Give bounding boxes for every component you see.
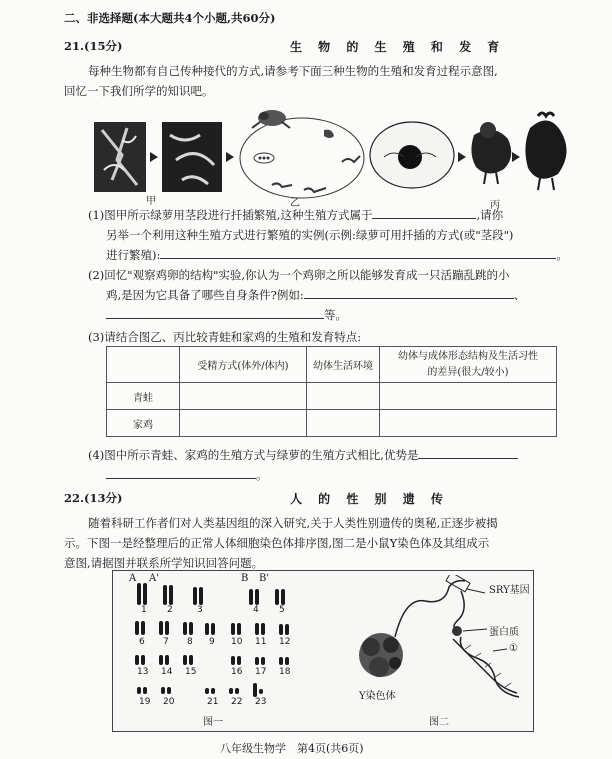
chromosome-number: 6 [139, 637, 145, 647]
answer-cell[interactable] [307, 410, 380, 437]
chromosome-number: 9 [209, 637, 215, 647]
frog-chicken-table [106, 346, 557, 437]
answer-cell[interactable] [380, 383, 557, 410]
chromosome-number: 12 [279, 637, 291, 647]
hen-icon [525, 120, 566, 178]
q21-intro-line1: 每种生物都有自己传种接代的方式,请参考下面三种生物的生殖和发育过程示意图, [88, 64, 498, 78]
q21-4-line2: 。 [106, 464, 268, 486]
chromosome-number: 14 [161, 667, 173, 677]
answer-blank[interactable] [160, 246, 556, 259]
q22-figure-box [112, 570, 534, 732]
fig-label-yi: 乙 [290, 198, 300, 209]
chromosome-number: 18 [279, 667, 291, 677]
fig-label-bing: 丙 [490, 200, 500, 211]
page-footer: 八年级生物学 第4页(共6页) [220, 742, 364, 755]
tadpole-icon [304, 188, 326, 192]
chromosome-number: 5 [279, 605, 285, 615]
q21-intro-line2: 回忆一下我们所学的知识吧。 [64, 84, 214, 98]
chromosome-number: 13 [137, 667, 149, 677]
q22-title: 人 的 性 别 遗 传 [290, 492, 449, 506]
chromosome-number: 19 [139, 697, 151, 707]
table-header-empty [107, 347, 180, 383]
table-header-environment: 幼体生活环境 [307, 347, 380, 383]
answer-cell[interactable] [380, 410, 557, 437]
answer-blank[interactable] [106, 466, 256, 479]
q21-4-line1: (4)图中所示青蛙、家鸡的生殖方式与绿萝的生殖方式相比,优势是 [88, 444, 518, 466]
answer-blank[interactable] [372, 206, 476, 219]
table-row [107, 410, 557, 437]
q21-3-line: (3)请结合图乙、丙比较青蛙和家鸡的生殖和发育特点: [88, 330, 362, 344]
chromosome-number: 23 [255, 697, 267, 707]
table-row-label: 青蛙 [107, 383, 180, 410]
karyotype-chromosomes [133, 577, 303, 707]
pothos-photo-2 [162, 122, 222, 192]
arrow-icon [458, 152, 466, 162]
answer-blank[interactable] [106, 306, 324, 319]
fig2-caption: 图二 [429, 717, 449, 728]
label-A: A [129, 573, 137, 584]
sry-gene-label: SRY基因 [489, 585, 530, 596]
q22-intro-line2: 示。下图一是经整理后的正常人体细胞染色体排序图,图二是小鼠Y染色体及其组成示 [64, 536, 490, 550]
chromosome-number: 8 [187, 637, 193, 647]
label-B2: B' [259, 573, 270, 584]
table-header-fertilization: 受精方式(体外/体内) [180, 347, 307, 383]
fig-label-jia: 甲 [146, 196, 156, 207]
q21-title: 生 物 的 生 殖 和 发 育 [290, 40, 506, 54]
protein-dot [452, 626, 462, 636]
arrow-icon [226, 152, 234, 162]
marker-1: ① [509, 643, 518, 654]
chromosome-number: 4 [253, 605, 259, 615]
answer-blank[interactable] [418, 446, 518, 459]
chromosome-number: 17 [255, 667, 267, 677]
table-row [107, 383, 557, 410]
chromosome-number: 20 [163, 697, 175, 707]
chromosome-number: 10 [231, 637, 243, 647]
chromosome-number: 7 [163, 637, 169, 647]
table-header-difference: 幼体与成体形态结构及生活习性 的差异(很大/较小) [380, 347, 557, 383]
fig1-caption: 图一 [203, 717, 223, 728]
q21-2-line2: 鸡,是因为它具备了哪些自身条件?例如: 、 [106, 288, 526, 302]
q21-2-line3: 等。 [106, 304, 347, 326]
q21-1-line1: (1)图甲所示绿萝用茎段进行扦插繁殖,这种生殖方式属于 ,请你 [88, 208, 504, 222]
chromosome-number: 22 [231, 697, 243, 707]
section-title: 二、非选择题(本大题共4个小题,共60分) [64, 11, 276, 25]
y-chromosome-label: Y染色体 [359, 691, 396, 702]
answer-cell[interactable] [307, 383, 380, 410]
chromosome-number: 16 [231, 667, 243, 677]
chromosome-number: 2 [167, 605, 173, 615]
answer-cell[interactable] [180, 383, 307, 410]
label-A2: A' [149, 573, 159, 584]
q21-2-line1: (2)回忆"观察鸡卵的结构"实验,你认为一个鸡卵之所以能够发育成一只活蹦乱跳的小 [88, 268, 510, 282]
table-row-label: 家鸡 [107, 410, 180, 437]
tadpole-legs-icon [342, 156, 360, 162]
answer-cell[interactable] [180, 410, 307, 437]
chromosome-number: 11 [255, 637, 267, 647]
chromosome-number: 1 [141, 605, 147, 615]
arrow-icon [512, 152, 520, 162]
q21-1-line2: 另举一个利用这种生殖方式进行繁殖的实例(示例:绿萝可用扦插的方式(或"茎段") [106, 228, 514, 242]
q21-figure [92, 100, 572, 204]
q21-1-line3: 进行繁殖): 。 [106, 248, 568, 262]
tadpole-icon [272, 183, 292, 187]
froglet-icon [324, 130, 334, 138]
q21-number: 21.(15分) [64, 39, 123, 53]
q22-intro-line3: 意图,请据图并联系所学知识回答问题。 [64, 556, 264, 570]
q22-number: 22.(13分) [64, 491, 123, 505]
protein-label: 蛋白质 [489, 627, 519, 638]
chromosome-number: 15 [185, 667, 197, 677]
egg-yolk-icon [398, 145, 422, 169]
chromosome-number: 3 [197, 605, 203, 615]
answer-blank[interactable] [304, 286, 514, 299]
chromosome-number: 21 [207, 697, 219, 707]
sry-gene-segment [446, 575, 470, 592]
arrow-icon [150, 152, 158, 162]
q22-intro-line1: 随着科研工作者们对人类基因组的深入研究,关于人类性别遗传的奥秘,正逐步被揭 [88, 516, 498, 530]
label-B: B [241, 573, 249, 584]
